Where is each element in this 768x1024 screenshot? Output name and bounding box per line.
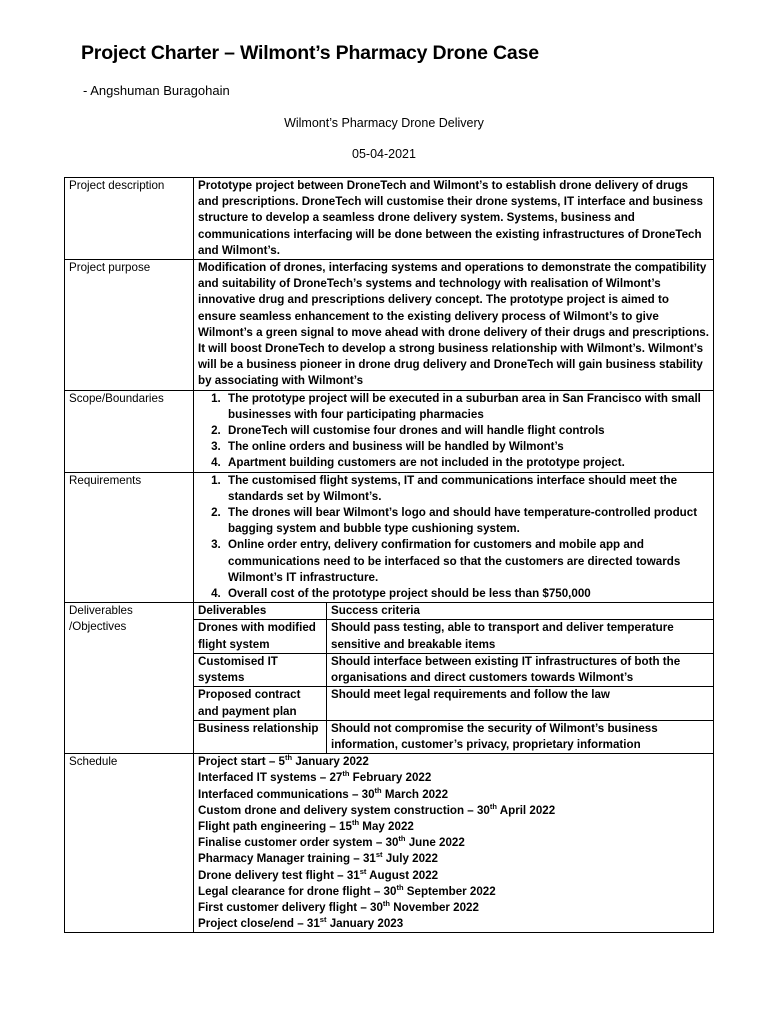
- schedule-item: First customer delivery flight – 30th November 2022: [198, 899, 479, 914]
- document-title: Project Charter – Wilmont’s Pharmacy Drone Case: [81, 42, 539, 64]
- label-requirements: Requirements: [65, 472, 194, 603]
- label-schedule: Schedule: [65, 754, 194, 933]
- criteria-cell: Should interface between existing IT infrastructures of both the organisations and direct customers towards Wilmont’s: [327, 653, 714, 686]
- scope-list: [198, 391, 709, 472]
- table-row: [194, 653, 713, 686]
- list-item: 1. The customised flight systems, IT and communications interface should meet the standards set by Wilmont’s.: [224, 473, 709, 505]
- table-row: [194, 620, 713, 653]
- table-row: [194, 720, 713, 753]
- project-subtitle: Wilmont’s Pharmacy Drone Delivery: [284, 116, 484, 130]
- list-item: 3. The online orders and business will be handled by Wilmont’s: [224, 439, 709, 455]
- deliverables-header-row: [194, 603, 713, 620]
- deliverable-cell: Drones with modified flight system: [194, 620, 327, 653]
- list-item: 3. Online order entry, delivery confirmation for customers and mobile app and communications need to be interfaced so that the customers are directed towards Wilmont’s IT infrastructure.: [224, 537, 709, 586]
- label-scope: Scope/Boundaries: [65, 390, 194, 472]
- label-project-purpose: Project purpose: [65, 260, 194, 391]
- label-deliverables: [65, 603, 194, 754]
- row-project-purpose: [65, 260, 714, 391]
- schedule-item: Project close/end – 31st January 2023: [198, 915, 404, 931]
- criteria-cell: Should meet legal requirements and follow the law: [327, 687, 714, 720]
- schedule-item: Drone delivery test flight – 31st August 2022: [198, 866, 439, 882]
- row-project-description: [65, 178, 714, 260]
- list-item: 2. DroneTech will customise four drones and will handle flight controls: [224, 423, 709, 439]
- label-deliverables-line2: /Objectives: [69, 620, 127, 634]
- list-item: 2. The drones will bear Wilmont’s logo and should have temperature-controlled product bagging system and bubble type cushioning system.: [224, 505, 709, 537]
- requirements-list: [198, 473, 709, 603]
- value-project-purpose: Modification of drones, interfacing systems and operations to demonstrate the compatibility and suitability of DroneTech’s systems and technology with realisation of Wilmont’s innovative drug and prescriptions delivery concept. The prototype project is aimed to ensure seamless enhancement to the existing delivery process of Wilmont’s to give Wilmont’s a green signal to move ahead with drone delivery of their drugs and prescriptions. It will boost DroneTech to develop a strong business relationship with Wilmont’s. Wilmont’s will be a business pioneer in drone drug delivery and DroneTech will gain business stability by associating with Wilmont’s: [194, 260, 714, 391]
- value-schedule: [194, 754, 714, 933]
- list-item: 1. The prototype project will be executed in a suburban area in San Francisco with small businesses with four participating pharmacies: [224, 391, 709, 423]
- row-scope: [65, 390, 714, 472]
- author-line: - Angshuman Buragohain: [83, 83, 230, 98]
- list-item: 4. Apartment building customers are not included in the prototype project.: [224, 455, 709, 471]
- value-requirements: [194, 472, 714, 603]
- schedule-item: Flight path engineering – 15th May 2022: [198, 818, 414, 833]
- schedule-item: Pharmacy Manager training – 31st July 2022: [198, 850, 438, 866]
- schedule-item: Finalise customer order system – 30th June 2022: [198, 834, 465, 850]
- charter-table: [64, 177, 714, 933]
- row-schedule: [65, 754, 714, 933]
- col-header-deliverables: Deliverables: [194, 603, 327, 620]
- deliverable-cell: Proposed contract and payment plan: [194, 687, 327, 720]
- value-scope: [194, 390, 714, 472]
- row-deliverables: [65, 603, 714, 754]
- schedule-item: Project start – 5th January 2022: [198, 753, 369, 769]
- label-deliverables-line1: Deliverables: [69, 604, 133, 618]
- table-row: [194, 687, 713, 720]
- deliverable-cell: Customised IT systems: [194, 653, 327, 686]
- schedule-item: Custom drone and delivery system construction – 30th April 2022: [198, 801, 556, 817]
- label-project-description: Project description: [65, 178, 194, 260]
- criteria-cell: Should not compromise the security of Wilmont’s business information, customer’s privacy, proprietary information: [331, 721, 658, 751]
- criteria-cell: Should pass testing, able to transport and deliver temperature sensitive and breakable items: [327, 620, 714, 653]
- schedule-item: Interfaced communications – 30th March 2022: [198, 785, 449, 801]
- deliverables-table: [194, 603, 713, 753]
- schedule-item: Interfaced IT systems – 27th February 2022: [198, 769, 432, 785]
- col-header-success-criteria: Success criteria: [327, 603, 714, 620]
- document-date: 05-04-2021: [352, 147, 416, 161]
- deliverable-cell: Business relationship: [194, 720, 327, 753]
- value-project-description: Prototype project between DroneTech and Wilmont’s to establish drone delivery of drugs and prescriptions. DroneTech will customise their drone systems, IT interface and business structure to develop a seamless drone delivery system. Systems, business and communications interfacing will be done between the existing infrastructures of DroneTech and Wilmont’s.: [194, 178, 714, 260]
- list-item: 4. Overall cost of the prototype project should be less than $750,000: [224, 586, 709, 602]
- row-requirements: [65, 472, 714, 603]
- value-deliverables: [194, 603, 714, 754]
- schedule-item: Legal clearance for drone flight – 30th September 2022: [198, 882, 496, 898]
